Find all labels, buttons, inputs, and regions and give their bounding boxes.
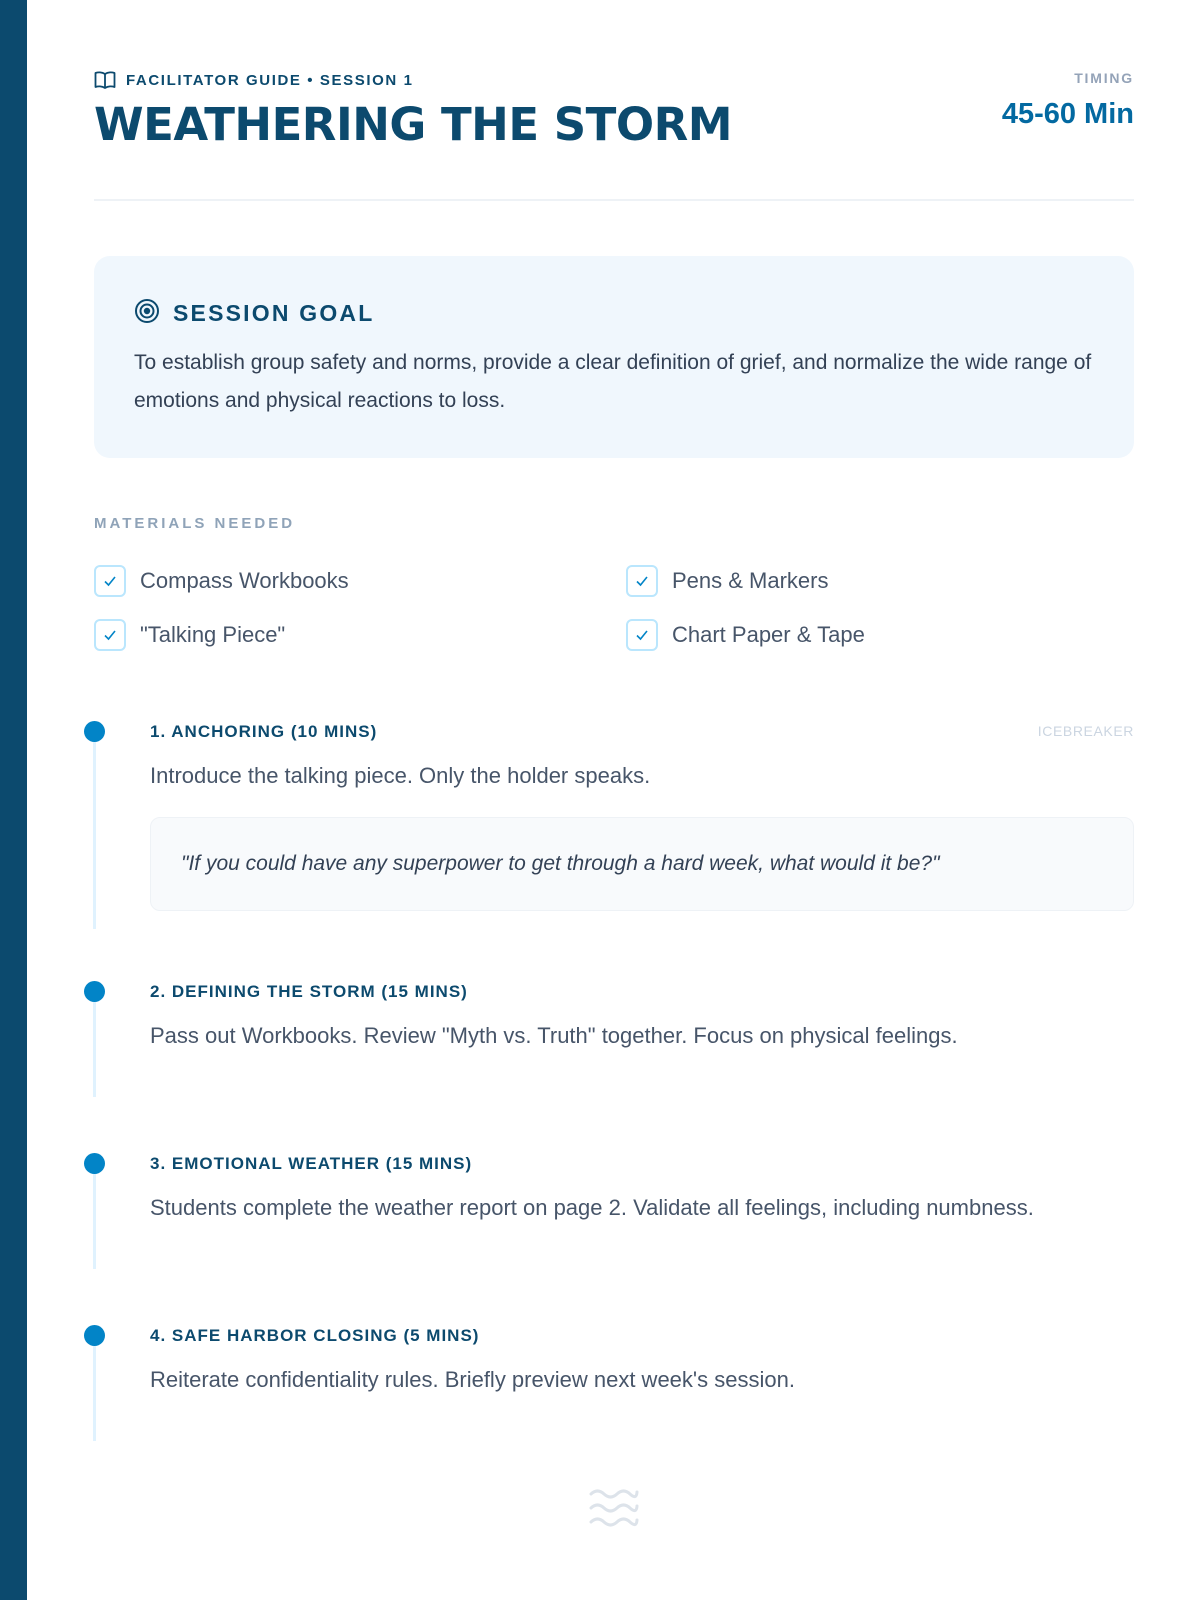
step-title: 4. SAFE HARBOR CLOSING (5 MINS): [150, 1326, 480, 1345]
timeline-line: [93, 1346, 96, 1441]
session-goal-heading: [134, 298, 374, 329]
timing-label: TIMING: [1074, 70, 1134, 86]
timeline-dot: [84, 1153, 105, 1174]
agenda-step-2: [84, 981, 1134, 1101]
material-label: Chart Paper & Tape: [672, 622, 865, 647]
timeline-dot: [84, 721, 105, 742]
target-icon: [134, 298, 160, 329]
step-description: Pass out Workbooks. Review "Myth vs. Truth" together. Focus on physical feelings.: [150, 1023, 958, 1048]
step-title: 2. DEFINING THE STORM (15 MINS): [150, 982, 468, 1001]
icebreaker-quote: "If you could have any superpower to get through a hard week, what would it be?": [150, 817, 1134, 911]
open-book-icon: [94, 70, 116, 90]
timeline-line: [93, 1174, 96, 1269]
timeline-line: [93, 1002, 96, 1097]
side-accent-bar: [0, 0, 27, 1600]
timing-value: 45-60 Min: [1001, 98, 1134, 130]
timeline-line: [93, 742, 96, 929]
checkbox-checked-icon[interactable]: [94, 619, 126, 651]
checkbox-checked-icon[interactable]: [626, 619, 658, 651]
agenda-step-4: [84, 1325, 1134, 1445]
eyebrow-text: FACILITATOR GUIDE • SESSION 1: [126, 71, 414, 89]
material-label: "Talking Piece": [140, 622, 286, 647]
material-label: Pens & Markers: [672, 568, 829, 593]
step-description: Introduce the talking piece. Only the holder speaks.: [150, 763, 651, 788]
timeline-dot: [84, 1325, 105, 1346]
material-item[interactable]: [626, 619, 865, 651]
agenda-step-1: [84, 721, 1134, 931]
session-goal-card: [94, 256, 1134, 458]
step-description: Students complete the weather report on page 2. Validate all feelings, including numbness.: [150, 1195, 1034, 1220]
step-description: Reiterate confidentiality rules. Briefly preview next week's session.: [150, 1367, 795, 1392]
session-goal-text: To establish group safety and norms, provide a clear definition of grief, and normalize the wide range of emotions and physical reactions to loss.: [134, 351, 1092, 412]
timeline-dot: [84, 981, 105, 1002]
page-title: WEATHERING THE STORM: [94, 98, 733, 151]
step-title: 3. EMOTIONAL WEATHER (15 MINS): [150, 1154, 473, 1173]
material-item[interactable]: [94, 619, 285, 651]
step-title: 1. ANCHORING (10 MINS): [150, 722, 378, 741]
agenda-step-3: [84, 1153, 1134, 1273]
waves-icon: [588, 1486, 640, 1535]
material-item[interactable]: [94, 565, 349, 597]
guide-eyebrow: [94, 70, 414, 90]
checkbox-checked-icon[interactable]: [94, 565, 126, 597]
material-label: Compass Workbooks: [140, 568, 349, 593]
header-divider: [94, 199, 1134, 201]
material-item[interactable]: [626, 565, 829, 597]
materials-label: MATERIALS NEEDED: [94, 515, 296, 532]
session-goal-title: SESSION GOAL: [173, 300, 375, 326]
checkbox-checked-icon[interactable]: [626, 565, 658, 597]
page-header: [94, 66, 1134, 156]
step-tag: ICEBREAKER: [1037, 723, 1134, 739]
